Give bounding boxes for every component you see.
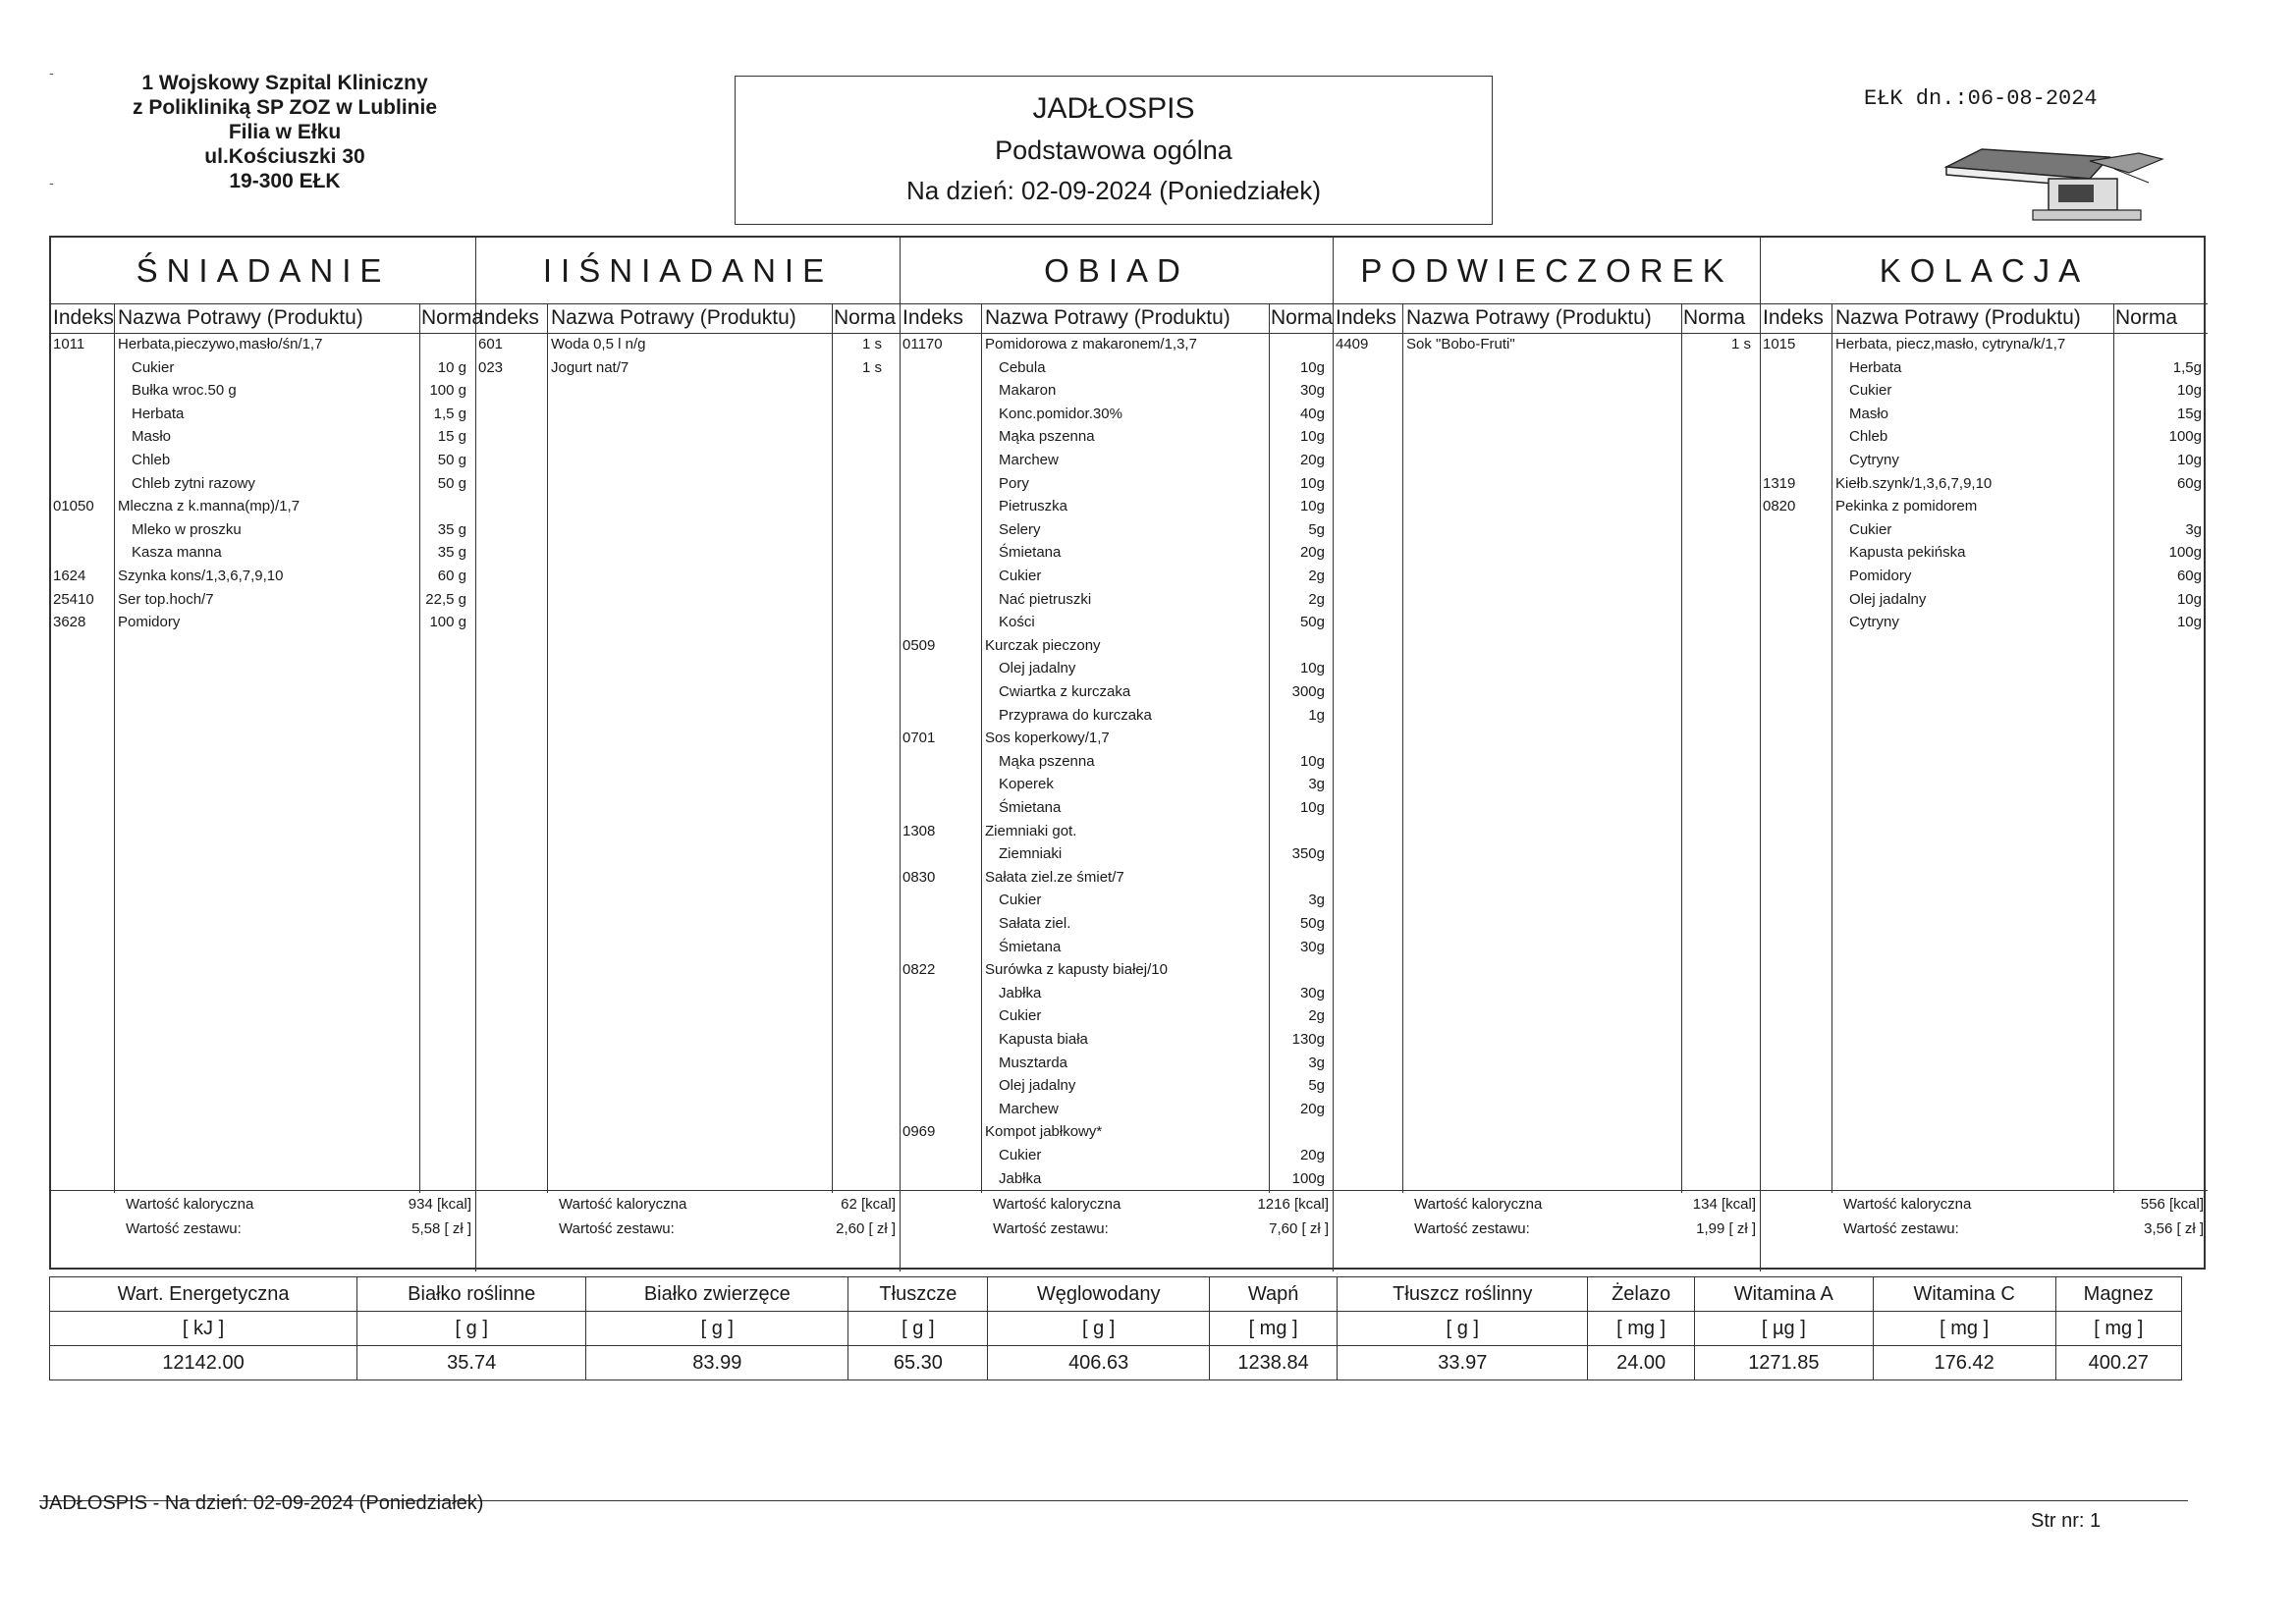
nutrient-name: Magnez xyxy=(2055,1277,2182,1312)
item-name: Mąka pszenna xyxy=(999,428,1095,446)
column-header-index: Indeks xyxy=(53,306,114,329)
item-name: Chleb xyxy=(132,452,171,468)
cost-value: 5,58 [ zł ] xyxy=(411,1220,471,1237)
item-norm: 3g xyxy=(1308,1054,1325,1071)
item-name: Kości xyxy=(999,614,1035,631)
print-date: EŁK dn.:06-08-2024 xyxy=(1864,86,2098,111)
item-norm: 20g xyxy=(1299,1147,1325,1163)
item-name: Cytryny xyxy=(1849,614,1899,631)
item-name: Pomidory xyxy=(118,614,181,631)
item-name: Pekinka z pomidorem xyxy=(1835,498,1978,515)
item-name: Bułka wroc.50 g xyxy=(132,382,237,400)
column-header-index: Indeks xyxy=(478,306,539,329)
item-name: Cukier xyxy=(999,568,1042,584)
item-index: 0820 xyxy=(1763,498,1796,515)
menu-item-row xyxy=(1761,406,2208,428)
item-index: 0830 xyxy=(902,868,936,886)
nutrient-value: 35.74 xyxy=(357,1346,586,1380)
column-header-index: Indeks xyxy=(902,306,963,329)
menu-item-row xyxy=(1761,452,2208,474)
menu-item-row xyxy=(1761,359,2208,382)
menu-item-row xyxy=(1761,544,2208,567)
item-norm: 15 g xyxy=(437,428,466,446)
item-name: Śmietana xyxy=(999,938,1062,955)
cost-label: Wartość zestawu: xyxy=(1414,1220,1530,1237)
nutrient-name: Tłuszcze xyxy=(848,1277,988,1312)
item-name: Kompot jabłkowy* xyxy=(985,1123,1103,1141)
cost-value: 1,99 [ zł ] xyxy=(1696,1220,1756,1237)
item-name: Jabłka xyxy=(999,984,1042,1001)
item-name: Kasza manna xyxy=(132,544,222,562)
nutrient-unit: [ g ] xyxy=(848,1312,988,1346)
column-header-name: Nazwa Potrawy (Produktu) xyxy=(551,306,796,329)
item-name: Ziemniaki xyxy=(999,845,1063,863)
nutrition-value-row xyxy=(50,1346,2182,1380)
calorie-label: Wartość kaloryczna xyxy=(993,1196,1121,1213)
item-name: Chleb zytni razowy xyxy=(132,474,255,492)
item-name: Kurczak pieczony xyxy=(985,636,1101,654)
item-norm: 20g xyxy=(1299,452,1325,468)
item-name: Konc.pomidor.30% xyxy=(999,405,1122,422)
item-name: Musztarda xyxy=(999,1054,1068,1071)
column-divider xyxy=(832,304,833,1193)
item-index: 601 xyxy=(478,336,504,352)
column-header-index: Indeks xyxy=(1763,306,1824,329)
item-name: Nać pietruszki xyxy=(999,590,1092,608)
nutrient-value: 1238.84 xyxy=(1209,1346,1337,1380)
column-header-row xyxy=(901,304,1333,334)
item-name: Herbata xyxy=(132,405,185,422)
meal-title: ŚNIADANIE xyxy=(51,238,475,304)
item-norm: 1 s xyxy=(861,336,882,352)
item-norm: 1 s xyxy=(861,358,882,376)
menu-date: Na dzień: 02-09-2024 (Poniedziałek) xyxy=(905,176,1322,205)
menu-item-row xyxy=(1761,614,2208,636)
item-name: Jabłka xyxy=(999,1169,1042,1187)
column-header-row xyxy=(1334,304,1760,334)
item-norm: 35 g xyxy=(437,520,466,538)
item-name: Herbata, piecz,masło, cytryna/k/1,7 xyxy=(1835,336,2066,352)
page-number: Str nr: 1 xyxy=(2031,1510,2102,1532)
item-name: Herbata xyxy=(1849,358,1902,376)
hospital-line: Filia w Ełku xyxy=(228,121,342,143)
meal-column xyxy=(1761,238,2208,1271)
nutrition-table xyxy=(49,1276,2182,1380)
item-index: 1015 xyxy=(1763,336,1796,352)
item-name: Sos koperkowy/1,7 xyxy=(985,730,1110,747)
item-name: Herbata,pieczywo,masło/śn/1,7 xyxy=(118,336,323,352)
menu-item-row xyxy=(476,336,901,358)
nutrient-name: Wapń xyxy=(1209,1277,1337,1312)
item-index: 25410 xyxy=(53,590,94,608)
nutrient-unit: [ mg ] xyxy=(1873,1312,2055,1346)
nutrient-unit: [ g ] xyxy=(357,1312,586,1346)
column-header-row xyxy=(1761,304,2208,334)
column-header-norm: Norma xyxy=(834,306,897,329)
item-norm: 2g xyxy=(1308,1007,1325,1025)
calorie-label: Wartość kaloryczna xyxy=(1843,1196,1972,1213)
item-index: 01050 xyxy=(53,498,94,515)
nutrient-value: 24.00 xyxy=(1588,1346,1695,1380)
item-index: 1319 xyxy=(1763,474,1796,492)
nutrient-value: 406.63 xyxy=(988,1346,1209,1380)
menu-item-row xyxy=(1761,382,2208,405)
meal-column xyxy=(476,238,901,1271)
item-index: 0509 xyxy=(902,636,936,654)
item-norm: 10g xyxy=(2176,614,2202,631)
item-name: Cukier xyxy=(999,1007,1042,1025)
footer-document-label: JADŁOSPIS - Na dzień: 02-09-2024 (Poniedziałek) xyxy=(39,1492,484,1514)
item-norm: 3g xyxy=(2185,520,2202,538)
item-name: Pory xyxy=(999,474,1029,492)
item-norm: 1,5g xyxy=(2172,358,2202,376)
item-norm: 5g xyxy=(1308,520,1325,538)
meal-title: PODWIECZOREK xyxy=(1334,238,1760,304)
calorie-value: 934 [kcal] xyxy=(408,1196,471,1213)
item-norm: 100 g xyxy=(429,382,466,400)
calorie-value: 556 [kcal] xyxy=(2140,1196,2204,1213)
cost-value: 7,60 [ zł ] xyxy=(1269,1220,1329,1237)
meal-items xyxy=(1334,334,1760,1191)
nutrient-name: Żelazo xyxy=(1588,1277,1695,1312)
item-name: Marchew xyxy=(999,1100,1059,1117)
item-name: Jogurt nat/7 xyxy=(551,358,629,376)
item-norm: 3g xyxy=(1308,892,1325,909)
item-name: Śmietana xyxy=(999,799,1062,816)
column-header-name: Nazwa Potrawy (Produktu) xyxy=(1835,306,2081,329)
menu-item-row xyxy=(1761,336,2208,358)
meal-summary xyxy=(476,1191,900,1270)
item-norm: 350g xyxy=(1291,845,1325,863)
item-name: Cukier xyxy=(1849,382,1892,400)
item-norm: 40g xyxy=(1299,405,1325,422)
item-norm: 3g xyxy=(1308,776,1325,793)
item-index: 1624 xyxy=(53,568,86,584)
column-divider xyxy=(981,304,982,1193)
item-norm: 1g xyxy=(1308,706,1325,724)
column-header-name: Nazwa Potrawy (Produktu) xyxy=(118,306,363,329)
nutrient-unit: [ g ] xyxy=(988,1312,1209,1346)
item-name: Makaron xyxy=(999,382,1057,400)
column-divider xyxy=(1269,304,1270,1193)
nutrient-name: Węglowodany xyxy=(988,1277,1209,1312)
item-norm: 10g xyxy=(1299,428,1325,446)
item-norm: 10g xyxy=(1299,752,1325,770)
item-norm: 300g xyxy=(1291,683,1325,700)
cost-value: 3,56 [ zł ] xyxy=(2144,1220,2204,1237)
item-name: Kapusta pekińska xyxy=(1849,544,1966,562)
item-name: Marchew xyxy=(999,452,1059,468)
item-index: 3628 xyxy=(53,614,86,631)
item-norm: 20g xyxy=(1299,1100,1325,1117)
item-name: Ziemniaki got. xyxy=(985,822,1077,839)
item-norm: 10g xyxy=(2176,590,2202,608)
column-header-name: Nazwa Potrawy (Produktu) xyxy=(1406,306,1652,329)
item-name: Pomidorowa z makaronem/1,3,7 xyxy=(985,336,1197,352)
item-norm: 60 g xyxy=(437,568,466,584)
column-header-index: Indeks xyxy=(1336,306,1396,329)
diet-type: Podstawowa ogólna xyxy=(995,135,1232,165)
column-divider xyxy=(1402,304,1403,1193)
item-norm: 100g xyxy=(2168,544,2202,562)
item-name: Chleb xyxy=(1849,428,1888,446)
nutrition-header-row xyxy=(50,1277,2182,1312)
column-header-norm: Norma xyxy=(1683,306,1746,329)
menu-item-row xyxy=(1761,568,2208,590)
item-name: Sałata ziel.ze śmiet/7 xyxy=(985,868,1124,886)
item-norm: 10 g xyxy=(437,358,466,376)
column-header-norm: Norma xyxy=(2115,306,2178,329)
item-name: Śmietana xyxy=(999,544,1062,562)
item-norm: 1 s xyxy=(1730,336,1751,352)
item-name: Olej jadalny xyxy=(999,1077,1076,1095)
item-norm: 100 g xyxy=(429,614,466,631)
calorie-label: Wartość kaloryczna xyxy=(1414,1196,1543,1213)
column-divider xyxy=(2113,304,2114,1193)
scan-mark: - xyxy=(49,65,54,81)
meal-title: KOLACJA xyxy=(1761,238,2208,304)
item-name: Selery xyxy=(999,520,1041,538)
item-name: Masło xyxy=(1849,405,1889,422)
menu-item-row xyxy=(1334,336,1761,358)
item-name: Ser top.hoch/7 xyxy=(118,590,214,608)
item-norm: 10g xyxy=(1299,660,1325,677)
calorie-value: 62 [kcal] xyxy=(841,1196,896,1213)
column-divider xyxy=(547,304,548,1193)
nutrient-name: Witamina C xyxy=(1873,1277,2055,1312)
item-norm: 50g xyxy=(1299,614,1325,631)
item-norm: 60g xyxy=(2176,568,2202,584)
nutrient-unit: [ kJ ] xyxy=(50,1312,357,1346)
column-divider xyxy=(1681,304,1682,1193)
item-name: Sałata ziel. xyxy=(999,915,1071,932)
nutrient-name: Tłuszcz roślinny xyxy=(1338,1277,1588,1312)
item-norm: 10g xyxy=(2176,452,2202,468)
item-name: Olej jadalny xyxy=(1849,590,1927,608)
item-name: Cukier xyxy=(1849,520,1892,538)
item-norm: 30g xyxy=(1299,382,1325,400)
item-norm: 50 g xyxy=(437,474,466,492)
item-norm: 30g xyxy=(1299,984,1325,1001)
nutrient-value: 12142.00 xyxy=(50,1346,357,1380)
meal-items xyxy=(1761,334,2208,1191)
nutrient-value: 33.97 xyxy=(1338,1346,1588,1380)
item-norm: 15g xyxy=(2176,405,2202,422)
calorie-label: Wartość kaloryczna xyxy=(126,1196,254,1213)
column-header-norm: Norma xyxy=(421,306,484,329)
item-name: Szynka kons/1,3,6,7,9,10 xyxy=(118,568,284,584)
title-box xyxy=(735,76,1493,225)
meal-title: IIŚNIADANIE xyxy=(476,238,900,304)
item-name: Woda 0,5 l n/g xyxy=(551,336,646,352)
meal-column xyxy=(1334,238,1761,1271)
item-norm: 10g xyxy=(2176,382,2202,400)
hospital-address xyxy=(108,71,462,193)
item-name: Mleczna z k.manna(mp)/1,7 xyxy=(118,498,301,515)
item-norm: 1,5 g xyxy=(433,405,466,422)
item-norm: 100g xyxy=(1291,1169,1325,1187)
item-name: Sok "Bobo-Fruti" xyxy=(1406,336,1515,352)
item-name: Mleko w proszku xyxy=(132,520,242,538)
meal-summary xyxy=(901,1191,1333,1270)
menu-item-row xyxy=(1761,521,2208,544)
calorie-value: 1216 [kcal] xyxy=(1257,1196,1329,1213)
nutrient-unit: [ mg ] xyxy=(1209,1312,1337,1346)
menu-item-row xyxy=(1761,475,2208,498)
item-index: 4409 xyxy=(1336,336,1369,352)
nutrient-value: 83.99 xyxy=(586,1346,848,1380)
item-name: Przyprawa do kurczaka xyxy=(999,706,1152,724)
cost-label: Wartość zestawu: xyxy=(993,1220,1109,1237)
meal-column xyxy=(51,238,484,1271)
item-norm: 2g xyxy=(1308,590,1325,608)
item-name: Kiełb.szynk/1,3,6,7,9,10 xyxy=(1835,474,1993,492)
item-index: 023 xyxy=(478,358,504,376)
nutrient-name: Witamina A xyxy=(1694,1277,1873,1312)
item-name: Cukier xyxy=(999,892,1042,909)
column-header-row xyxy=(476,304,900,334)
column-divider xyxy=(1831,304,1832,1193)
nutrition-unit-row xyxy=(50,1312,2182,1346)
menu-item-row xyxy=(1761,591,2208,614)
nutrient-name: Białko roślinne xyxy=(357,1277,586,1312)
nutrient-value: 400.27 xyxy=(2055,1346,2182,1380)
hospital-line: ul.Kościuszki 30 xyxy=(204,145,365,168)
item-norm: 22,5 g xyxy=(425,590,466,608)
meal-summary xyxy=(51,1191,475,1270)
item-index: 1011 xyxy=(53,336,85,352)
item-norm: 50 g xyxy=(437,452,466,468)
nutrient-unit: [ g ] xyxy=(586,1312,848,1346)
nutrient-value: 65.30 xyxy=(848,1346,988,1380)
item-name: Cwiartka z kurczaka xyxy=(999,683,1131,700)
nutrient-value: 1271.85 xyxy=(1694,1346,1873,1380)
menu-item-row xyxy=(1761,428,2208,451)
item-norm: 10g xyxy=(1299,799,1325,816)
item-name: Surówka z kapusty białej/10 xyxy=(985,961,1168,979)
meal-summary xyxy=(1761,1191,2208,1270)
cost-value: 2,60 [ zł ] xyxy=(836,1220,896,1237)
nutrient-unit: [ g ] xyxy=(1338,1312,1588,1346)
item-norm: 5g xyxy=(1308,1077,1325,1095)
nutrient-name: Białko zwierzęce xyxy=(586,1277,848,1312)
item-name: Olej jadalny xyxy=(999,660,1076,677)
hospital-line: z Polikliniką SP ZOZ w Lublinie xyxy=(133,96,437,119)
item-name: Pietruszka xyxy=(999,498,1068,515)
item-name: Cukier xyxy=(999,1147,1042,1163)
nutrient-value: 176.42 xyxy=(1873,1346,2055,1380)
hospital-line: 1 Wojskowy Szpital Kliniczny xyxy=(141,72,428,94)
nutrient-unit: [ mg ] xyxy=(2055,1312,2182,1346)
item-name: Cebula xyxy=(999,358,1046,376)
nutrient-unit: [ µg ] xyxy=(1694,1312,1873,1346)
item-norm: 20g xyxy=(1299,544,1325,562)
column-divider xyxy=(419,304,420,1193)
item-norm: 10g xyxy=(1299,358,1325,376)
item-norm: 10g xyxy=(1299,498,1325,515)
cost-label: Wartość zestawu: xyxy=(1843,1220,1959,1237)
computer-illustration-icon xyxy=(1942,139,2168,228)
meal-grid xyxy=(49,236,2206,1270)
document-title: JADŁOSPIS xyxy=(1032,92,1195,125)
cost-label: Wartość zestawu: xyxy=(559,1220,675,1237)
item-name: Masło xyxy=(132,428,172,446)
column-divider xyxy=(114,304,115,1193)
item-index: 01170 xyxy=(902,336,943,352)
meal-summary xyxy=(1334,1191,1760,1270)
item-index: 0701 xyxy=(902,730,936,747)
column-header-name: Nazwa Potrawy (Produktu) xyxy=(985,306,1230,329)
menu-item-row xyxy=(1761,498,2208,520)
meal-items xyxy=(476,334,900,1191)
item-index: 1308 xyxy=(902,822,936,839)
calorie-label: Wartość kaloryczna xyxy=(559,1196,687,1213)
calorie-value: 134 [kcal] xyxy=(1692,1196,1756,1213)
item-index: 0969 xyxy=(902,1123,936,1141)
nutrient-unit: [ mg ] xyxy=(1588,1312,1695,1346)
item-norm: 130g xyxy=(1291,1031,1325,1048)
item-name: Mąka pszenna xyxy=(999,752,1095,770)
hospital-line: 19-300 EŁK xyxy=(229,170,341,192)
menu-item-row xyxy=(476,359,901,382)
item-name: Cytryny xyxy=(1849,452,1899,468)
item-norm: 30g xyxy=(1299,938,1325,955)
scan-mark: - xyxy=(49,175,54,190)
item-norm: 2g xyxy=(1308,568,1325,584)
item-norm: 35 g xyxy=(437,544,466,562)
item-index: 0822 xyxy=(902,961,936,979)
column-header-norm: Norma xyxy=(1271,306,1334,329)
meal-items xyxy=(901,334,1333,1191)
item-name: Kapusta biała xyxy=(999,1031,1088,1048)
item-name: Pomidory xyxy=(1849,568,1912,584)
meal-column xyxy=(901,238,1334,1271)
nutrient-name: Wart. Energetyczna xyxy=(50,1277,357,1312)
item-norm: 50g xyxy=(1299,915,1325,932)
item-norm: 100g xyxy=(2168,428,2202,446)
item-norm: 60g xyxy=(2176,474,2202,492)
item-name: Cukier xyxy=(132,358,175,376)
item-norm: 10g xyxy=(1299,474,1325,492)
meal-title: OBIAD xyxy=(901,238,1333,304)
cost-label: Wartość zestawu: xyxy=(126,1220,242,1237)
item-name: Koperek xyxy=(999,776,1054,793)
